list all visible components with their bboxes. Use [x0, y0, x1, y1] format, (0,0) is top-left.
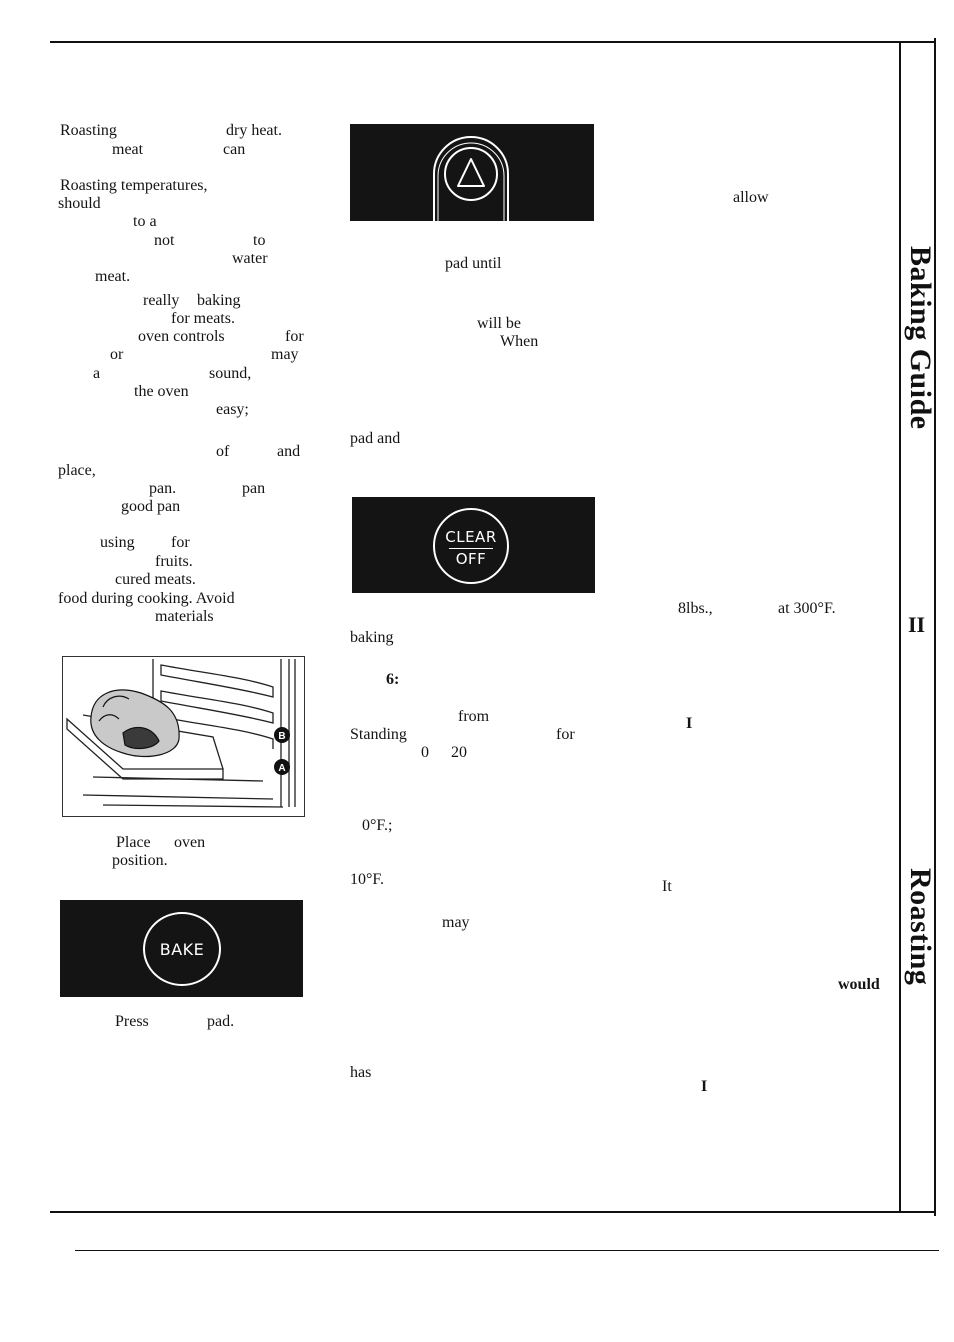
left-text: oven controls [138, 328, 225, 345]
side-rule-right [934, 38, 936, 1216]
left-text: and [277, 443, 301, 460]
left-text: for meats. [171, 310, 235, 327]
mid-text: pad and [350, 430, 401, 447]
left-text: the oven [134, 383, 189, 400]
press-text: Press [115, 1013, 149, 1030]
mid-text: from [458, 708, 490, 725]
mid-text: 10°F. [350, 871, 385, 888]
rack-label-b: B [278, 731, 286, 742]
top-rule [50, 41, 935, 43]
mid-text: for [556, 726, 575, 743]
left-text: place, [58, 462, 96, 479]
left-text: water [232, 250, 268, 267]
right-text: allow [733, 189, 769, 206]
left-text: food during cooking. Avoid [58, 590, 235, 607]
mid-text: baking [350, 629, 394, 646]
left-text: may [271, 346, 299, 363]
caption-text: position. [112, 852, 168, 869]
right-text: I [701, 1078, 708, 1095]
mid-text: will be [477, 315, 521, 332]
roast-drawing [63, 657, 304, 816]
mid-text: 6: [386, 671, 400, 688]
caption-text: Place [116, 834, 151, 851]
left-text: fruits. [155, 553, 193, 570]
left-text: dry heat. [226, 122, 282, 139]
mid-text: Standing [350, 726, 407, 743]
bake-pad-panel [60, 900, 303, 997]
rack-label-a: A [278, 763, 286, 774]
roast-in-oven-illustration [62, 656, 305, 817]
up-arrow-icon [432, 134, 510, 222]
left-text: really [143, 292, 180, 309]
left-text: can [223, 141, 246, 158]
off-label: OFF [455, 550, 487, 568]
right-text: I [686, 715, 693, 732]
up-arrow-button[interactable] [432, 134, 510, 222]
left-text: easy; [216, 401, 249, 418]
clear-off-pad-panel [352, 497, 595, 593]
left-text: or [110, 346, 124, 363]
side-title-baking-guide: Baking Guide [904, 246, 937, 430]
left-text: to a [133, 213, 157, 230]
left-text: baking [197, 292, 241, 309]
mid-text: When [500, 333, 539, 350]
left-text: cured meats. [115, 571, 196, 588]
left-text: pan [242, 480, 266, 497]
left-text: of [216, 443, 230, 460]
left-text: for [171, 534, 190, 551]
right-text: It [662, 878, 672, 895]
left-text: pan. [149, 480, 177, 497]
bake-label: BAKE [159, 940, 205, 959]
mid-text: has [350, 1064, 372, 1081]
left-text: sound, [209, 365, 252, 382]
caption-text: oven [174, 834, 206, 851]
left-text: to [253, 232, 266, 249]
section-marker: II [908, 612, 926, 637]
left-text: a [93, 365, 101, 382]
mid-text: pad until [445, 255, 502, 272]
mid-text: 0 [421, 744, 429, 761]
left-text: Roasting temperatures, [60, 177, 208, 194]
left-text: for [285, 328, 304, 345]
left-text: Roasting [60, 122, 117, 139]
right-text: would [838, 976, 880, 993]
left-text: meat. [95, 268, 131, 285]
left-text: using [100, 534, 135, 551]
left-text: not [154, 232, 175, 249]
left-text: should [58, 195, 101, 212]
press-text: pad. [207, 1013, 235, 1030]
side-rule-left [899, 41, 901, 1213]
mid-text: may [442, 914, 470, 931]
up-pad-panel [350, 124, 594, 221]
clear-off-divider [449, 548, 493, 549]
clear-off-button[interactable] [433, 508, 509, 584]
right-text: 8lbs., [678, 600, 713, 617]
bake-button[interactable] [143, 912, 221, 986]
left-text: good pan [121, 498, 181, 515]
left-text: meat [112, 141, 144, 158]
footer-rule [75, 1250, 939, 1251]
left-text: materials [155, 608, 214, 625]
right-text: at 300°F. [778, 600, 836, 617]
mid-text: 20 [451, 744, 467, 761]
bottom-rule [50, 1211, 935, 1213]
mid-text: 0°F.; [362, 817, 393, 834]
side-title-roasting: Roasting [904, 868, 937, 986]
clear-label: CLEAR [445, 528, 497, 546]
